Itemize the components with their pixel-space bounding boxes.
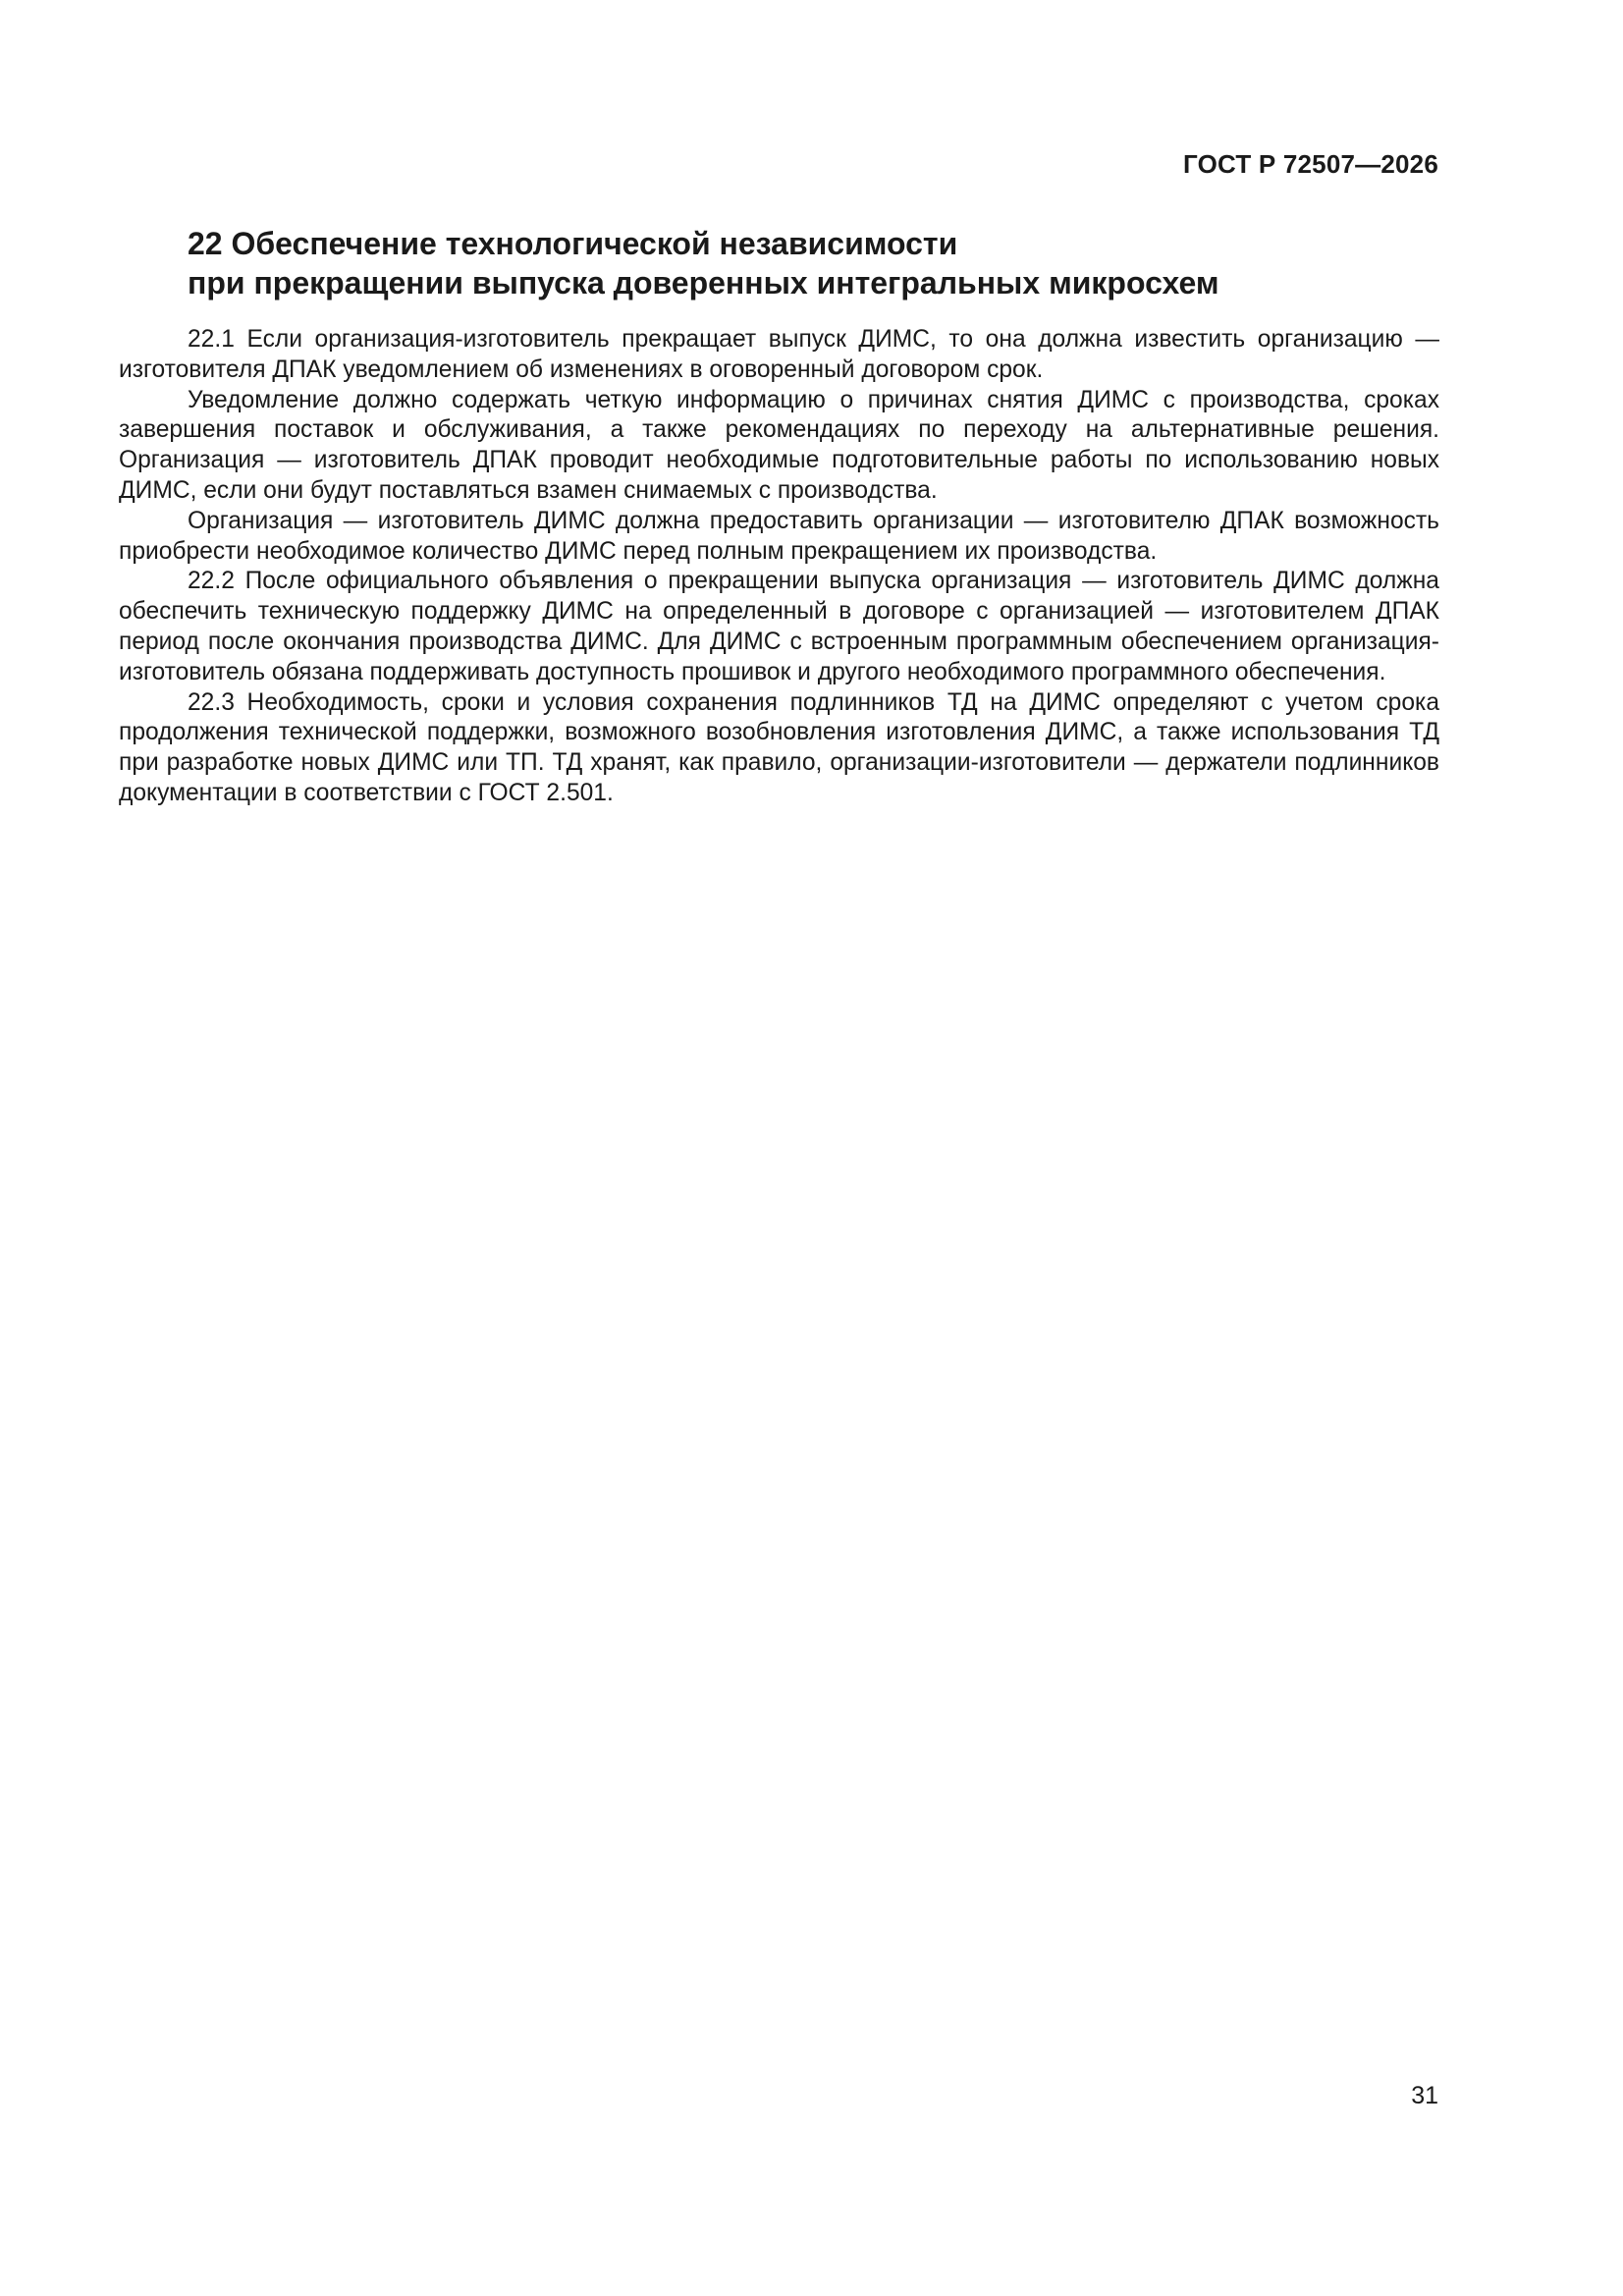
section-title-line-2: при прекращении выпуска доверенных интегральных микросхем <box>188 265 1219 301</box>
paragraph-22-1: 22.1 Если организация-изготовитель прекращает выпуск ДИМС, то она должна известить организацию — изготовителя ДПАК уведомлением об изменениях в оговоренный договором срок. <box>119 326 1439 383</box>
paragraph-purchase: Организация — изготовитель ДИМС должна предоставить организации — изготовителю ДПАК возможность приобрести необходимое количество ДИМС перед полным прекращением их производства. <box>119 507 1439 565</box>
page-number: 31 <box>1411 2082 1438 2109</box>
section-body <box>119 325 1439 809</box>
section-title-line-1: 22 Обеспечение технологической независимости <box>188 226 958 261</box>
paragraph-22-3: 22.3 Необходимость, сроки и условия сохранения подлинников ТД на ДИМС определяют с учетом срока продолжения технической поддержки, возможного возобновления изготовления ДИМС, а также использования ТД при разработке новых ДИМС или ТП. ТД хранят, как правило, организации-изготовители — держатели подлинников документации в соответствии с ГОСТ 2.501. <box>119 688 1439 806</box>
paragraph-22-2: 22.2 После официального объявления о прекращении выпуска организация — изготовитель ДИМС должна обеспечить техническую поддержку ДИМС на определенный в договоре с организацией — изготовителем ДПАК период после окончания производства ДИМС. Для ДИМС с встроенным программным обеспечением организация-изготовитель обязана поддерживать доступность прошивок и другого необходимого программного обеспечения. <box>119 568 1439 685</box>
paragraph-notification: Уведомление должно содержать четкую информацию о причинах снятия ДИМС с производства, сроках завершения поставок и обслуживания, а также рекомендациях по переходу на альтернативные решения. Организация — изготовитель ДПАК проводит необходимые подготовительные работы по использованию новых ДИМС, если они будут поставляться взамен снимаемых с производства. <box>119 386 1439 504</box>
section-title <box>188 224 1366 302</box>
document-code: ГОСТ Р 72507—2026 <box>1183 149 1438 179</box>
